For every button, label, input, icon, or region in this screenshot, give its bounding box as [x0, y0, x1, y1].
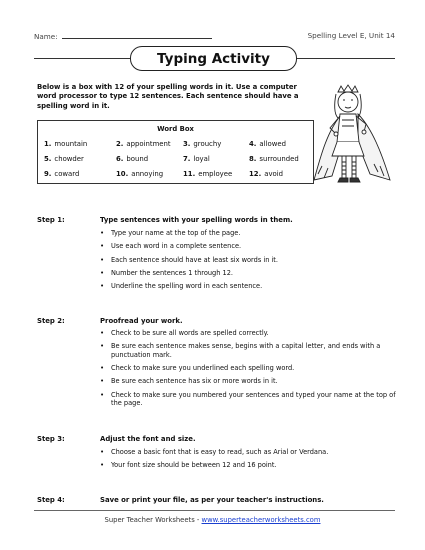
word-text: loyal: [193, 155, 210, 163]
word-text: avoid: [264, 170, 284, 178]
step-4-heading: Save or print your file, as per your teacher's instructions.: [100, 496, 324, 504]
word-text: employee: [198, 170, 233, 178]
word-item: [44, 140, 87, 148]
word-item: [116, 140, 171, 148]
bullet-item: • Check to make sure you numbered your sentences and typed your name at the top of the page.: [100, 391, 400, 408]
bullet-item: • Underline the spelling word in each sentence.: [100, 282, 400, 291]
bullet-item: • Use each word in a complete sentence.: [100, 242, 400, 251]
step-2-bullets: [100, 329, 400, 413]
word-number: 6.: [116, 155, 124, 163]
word-number: 5.: [44, 155, 52, 163]
name-blank: [62, 31, 212, 39]
word-item: [183, 140, 221, 148]
word-text: coward: [54, 170, 80, 178]
word-number: 2.: [116, 140, 124, 148]
bullet-item: • Type your name at the top of the page.: [100, 229, 400, 238]
bullet-item: • Be sure each sentence has six or more words in it.: [100, 377, 400, 386]
word-number: 8.: [249, 155, 257, 163]
bullet-item: • Check to be sure all words are spelled correctly.: [100, 329, 400, 338]
step-3-label: Step 3:: [37, 435, 65, 443]
level-label: Spelling Level E, Unit 14: [307, 31, 395, 40]
word-number: 12.: [249, 170, 262, 178]
word-text: surrounded: [259, 155, 299, 163]
step-1-bullets: [100, 229, 400, 295]
footer-link[interactable]: www.superteacherworksheets.com: [201, 516, 321, 524]
word-number: 3.: [183, 140, 191, 148]
intro-text: Below is a box with 12 of your spelling words in it. Use a computer word processor to type 12 sentences. Each sentence should have a spelling word in it.: [37, 83, 299, 110]
bullet-item: • Number the sentences 1 through 12.: [100, 269, 400, 278]
word-box-title: Word Box: [157, 125, 194, 133]
page-title: Typing Activity: [130, 46, 297, 71]
word-number: 9.: [44, 170, 52, 178]
step-3-bullets: [100, 448, 400, 475]
word-number: 11.: [183, 170, 196, 178]
footer: [0, 516, 425, 524]
step-4-label: Step 4:: [37, 496, 65, 504]
word-item: [116, 155, 148, 163]
word-number: 1.: [44, 140, 52, 148]
word-text: mountain: [54, 140, 88, 148]
word-text: chowder: [54, 155, 84, 163]
word-number: 4.: [249, 140, 257, 148]
bullet-item: • Be sure each sentence makes sense, begins with a capital letter, and ends with a punctuation mark.: [100, 342, 400, 359]
word-text: appointment: [126, 140, 171, 148]
bullet-item: • Choose a basic font that is easy to read, such as Arial or Verdana.: [100, 448, 400, 457]
word-item: [44, 170, 79, 178]
step-1-label: Step 1:: [37, 216, 65, 224]
word-box: [37, 120, 314, 184]
girl-illustration: [312, 84, 392, 188]
footer-text: Super Teacher Worksheets -: [104, 516, 202, 524]
word-item: [249, 140, 286, 148]
word-item: [249, 155, 299, 163]
step-1-heading: Type sentences with your spelling words in them.: [100, 216, 293, 224]
bullet-item: • Each sentence should have at least six words in it.: [100, 256, 400, 265]
bullet-item: • Check to make sure you underlined each spelling word.: [100, 364, 400, 373]
name-line: [34, 31, 212, 41]
word-number: 10.: [116, 170, 129, 178]
word-item: [44, 155, 84, 163]
word-text: annoying: [131, 170, 164, 178]
word-text: grouchy: [193, 140, 222, 148]
name-label: Name:: [34, 32, 58, 41]
word-item: [183, 155, 210, 163]
step-2-label: Step 2:: [37, 317, 65, 325]
word-item: [183, 170, 232, 178]
bullet-item: • Your font size should be between 12 and 16 point.: [100, 461, 400, 470]
step-3-heading: Adjust the font and size.: [100, 435, 196, 443]
step-2-heading: Proofread your work.: [100, 317, 183, 325]
word-text: allowed: [259, 140, 286, 148]
word-item: [249, 170, 283, 178]
word-text: bound: [126, 155, 149, 163]
word-number: 7.: [183, 155, 191, 163]
footer-rule: [34, 510, 395, 511]
word-item: [116, 170, 163, 178]
